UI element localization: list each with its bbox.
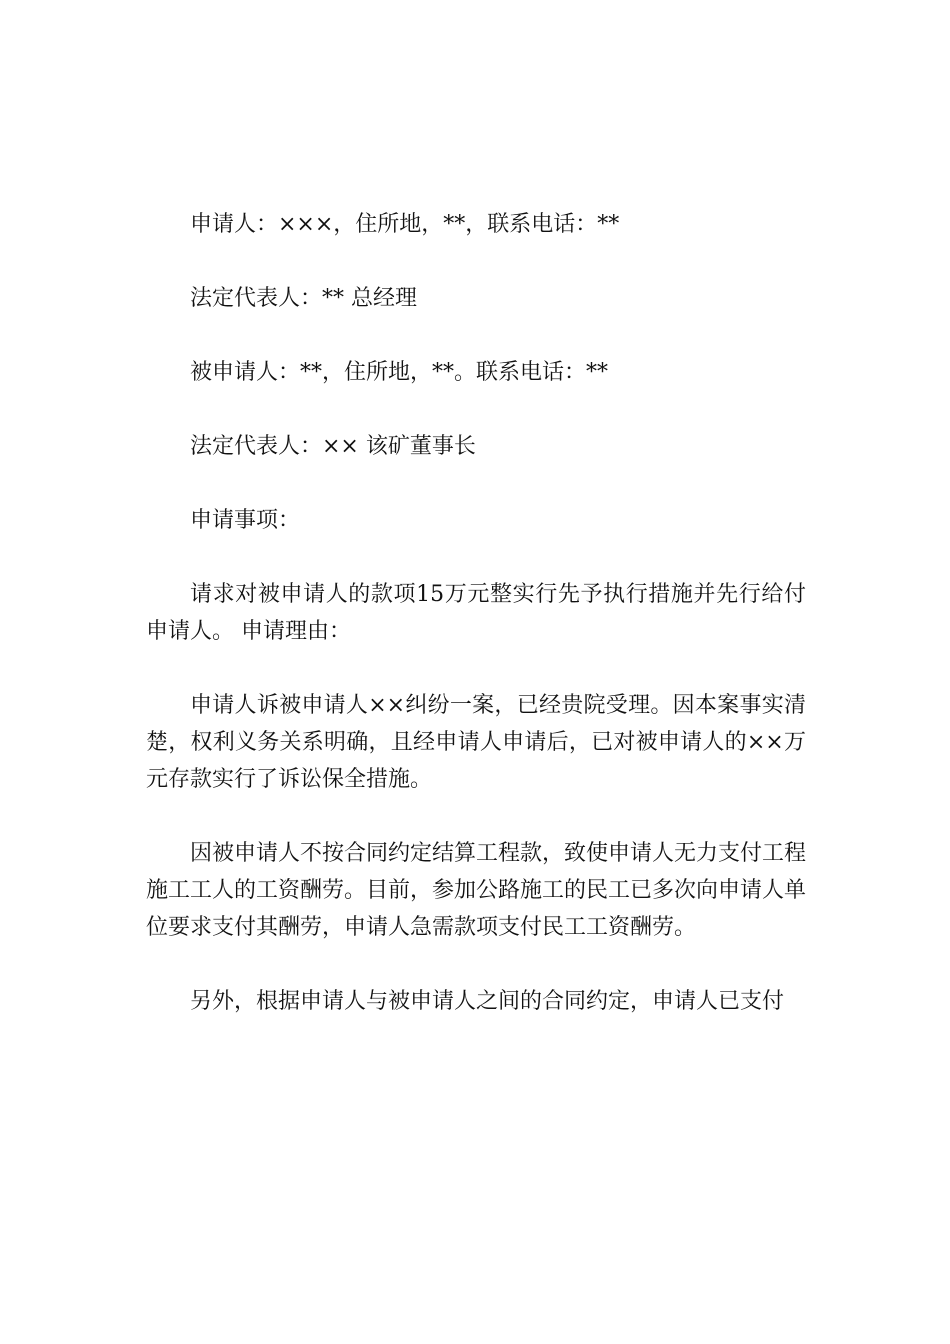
respondent-line: 被申请人：**，住所地，**。联系电话：** xyxy=(190,360,609,385)
applicant-legal-rep-line: 法定代表人：** 总经理 xyxy=(190,286,417,311)
reason-paragraph-3: 另外，根据申请人与被申请人之间的合同约定，申请人已支付 xyxy=(190,989,785,1014)
request-paragraph: 请求对被申请人的款项15万元整实行先予执行措施并先行给付申请人。 申请理由： xyxy=(146,582,806,644)
request-items-heading: 申请事项： xyxy=(190,508,301,533)
reason-paragraph-2: 因被申请人不按合同约定结算工程款，致使申请人无力支付工程施工工人的工资酬劳。目前，参加公路施工的民工已多次向申请人单位要求支付其酬劳，申请人急需款项支付民工工资酬劳。 xyxy=(146,841,807,940)
reason-paragraph-1: 申请人诉被申请人××纠纷一案，已经贵院受理。因本案事实清楚，权利义务关系明确，且经申请人申请后，已对被申请人的××万元存款实行了诉讼保全措施。 xyxy=(146,693,806,792)
document-body xyxy=(146,206,806,1057)
applicant-line: 申请人：×××，住所地，**，联系电话：** xyxy=(190,212,620,237)
respondent-legal-rep-line: 法定代表人：×× 该矿董事长 xyxy=(190,434,476,459)
